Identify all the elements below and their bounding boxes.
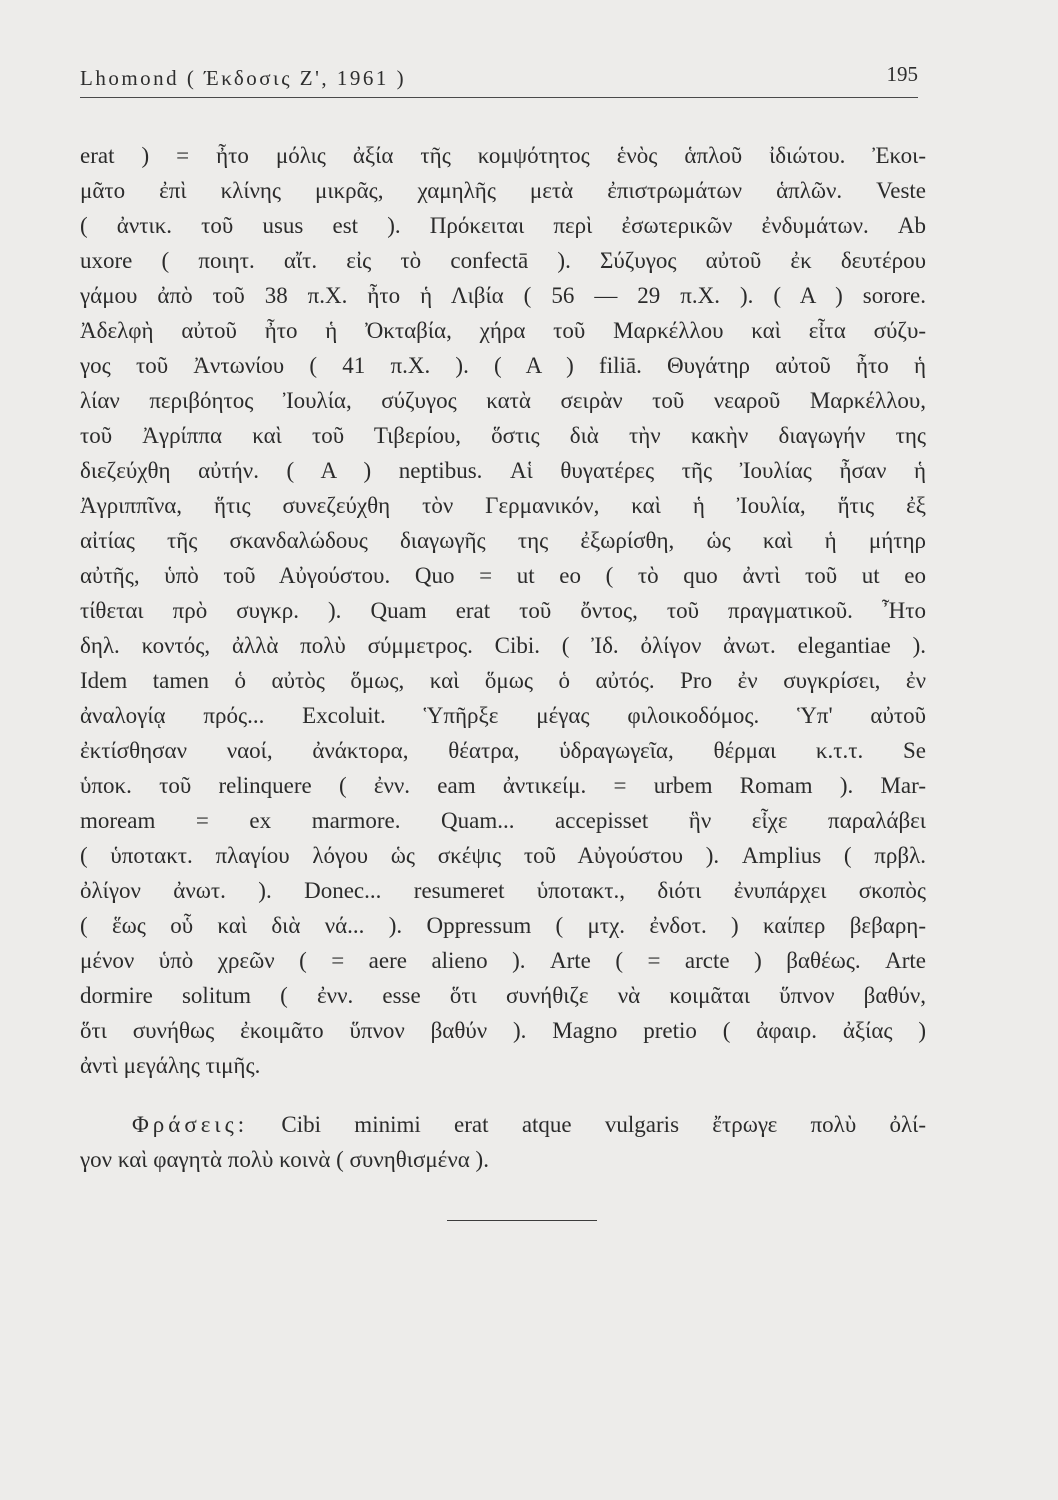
- phrases-line-2: γον καὶ φαγητὰ πολὺ κοινὰ ( συνηθισμένα ).: [80, 1147, 489, 1172]
- phrases-text: Cibi minimi erat atque vulgaris ἔτρωγε πολὺ ὀλί-: [281, 1112, 926, 1137]
- text-line: ἀναλογίᾳ πρός... Excoluit. Ὑπῆρξε μέγας φιλοικοδόμος. Ὑπ' αὐτοῦ: [80, 703, 926, 728]
- text-line: λίαν περιβόητος Ἰουλία, σύζυγος κατὰ σειρὰν τοῦ νεαροῦ Μαρκέλλου,: [80, 388, 926, 413]
- phrases-line-1: [80, 1107, 926, 1142]
- phrases-section: [80, 1107, 926, 1177]
- running-head-title: Lhomond ( Έκδοσις Ζ', 1961 ): [80, 66, 407, 90]
- text-line: erat ) = ἦτο μόλις ἀξία τῆς κομψότητος ἑνὸς ἁπλοῦ ἰδιώτου. Ἐκοι-: [80, 143, 926, 168]
- end-rule: [447, 1220, 597, 1221]
- page-number: 195: [886, 62, 918, 86]
- text-line: ( ἀντικ. τοῦ usus est ). Πρόκειται περὶ ἐσωτερικῶν ἐνδυμάτων. Ab: [80, 213, 926, 238]
- text-line: μένον ὑπὸ χρεῶν ( = aere alieno ). Arte ( = arcte ) βαθέως. Arte: [80, 948, 926, 973]
- text-line: αὐτῆς, ὑπὸ τοῦ Αὐγούστου. Quo = ut eo ( τὸ quo ἀντὶ τοῦ ut eo: [80, 563, 926, 588]
- text-line: moream = ex marmore. Quam... accepisset ἣν εἶχε παραλάβει: [80, 808, 926, 833]
- text-line: διεζεύχθη αὐτήν. ( Α ) neptibus. Αἱ θυγατέρες τῆς Ἰουλίας ἦσαν ἡ: [80, 458, 926, 483]
- text-line: ὑποκ. τοῦ relinquere ( ἐνν. eam ἀντικείμ. = urbem Romam ). Mar-: [80, 773, 926, 798]
- text-line: αἰτίας τῆς σκανδαλώδους διαγωγῆς της ἐξωρίσθη, ὡς καὶ ἡ μήτηρ: [80, 528, 926, 553]
- text-line: Idem tamen ὁ αὐτὸς ὅμως, καὶ ὅμως ὁ αὐτός. Pro ἐν συγκρίσει, ἐν: [80, 668, 926, 693]
- commentary-body: [80, 138, 926, 1083]
- running-head: [80, 62, 918, 96]
- text-line: Ἀγριππῖνα, ἥτις συνεζεύχθη τὸν Γερμανικόν, καὶ ἡ Ἰουλία, ἥτις ἐξ: [80, 493, 926, 518]
- header-rule: [80, 97, 918, 98]
- text-line: γος τοῦ Ἀντωνίου ( 41 π.Χ. ). ( Α ) filiā. Θυγάτηρ αὐτοῦ ἦτο ἡ: [80, 353, 926, 378]
- text-line: ὅτι συνήθως ἐκοιμᾶτο ὕπνον βαθύν ). Magno pretio ( ἀφαιρ. ἀξίας ): [80, 1018, 926, 1043]
- text-line: ( ἕως οὗ καὶ διὰ νά... ). Oppressum ( μτχ. ἐνδοτ. ) καίπερ βεβαρη-: [80, 913, 926, 938]
- text-line: ἀντὶ μεγάλης τιμῆς.: [80, 1053, 261, 1078]
- text-line: ἐκτίσθησαν ναοί, ἀνάκτορα, θέατρα, ὑδραγωγεῖα, θέρμαι κ.τ.τ. Se: [80, 738, 926, 763]
- text-line: γάμου ἀπὸ τοῦ 38 π.Χ. ἦτο ἡ Λιβία ( 56 — 29 π.Χ. ). ( Α ) sorore.: [80, 283, 926, 308]
- text-line: τίθεται πρὸ συγκρ. ). Quam erat τοῦ ὄντος, τοῦ πραγματικοῦ. Ἦτο: [80, 598, 926, 623]
- text-line: δηλ. κοντός, ἀλλὰ πολὺ σύμμετρος. Cibi. ( Ἰδ. ὀλίγον ἀνωτ. elegantiae ).: [80, 633, 926, 658]
- text-line: ὀλίγον ἀνωτ. ). Donec... resumeret ὑποτακτ., διότι ἐνυπάρχει σκοπὸς: [80, 878, 926, 903]
- text-line: uxore ( ποιητ. αἴτ. εἰς τὸ confectā ). Σύζυγος αὐτοῦ ἐκ δευτέρου: [80, 248, 926, 273]
- text-line: Ἀδελφὴ αὐτοῦ ἦτο ἡ Ὀκταβία, χήρα τοῦ Μαρκέλλου καὶ εἶτα σύζυ-: [80, 318, 926, 343]
- text-line: μᾶτο ἐπὶ κλίνης μικρᾶς, χαμηλῆς μετὰ ἐπιστρωμάτων ἁπλῶν. Veste: [80, 178, 926, 203]
- phrases-label: Φράσεις:: [132, 1112, 249, 1137]
- text-line: ( ὑποτακτ. πλαγίου λόγου ὡς σκέψις τοῦ Αὐγούστου ). Amplius ( πρβλ.: [80, 843, 926, 868]
- text-line: dormire solitum ( ἐνν. esse ὅτι συνήθιζε νὰ κοιμᾶται ὕπνον βαθύν,: [80, 983, 926, 1008]
- text-line: τοῦ Ἀγρίππα καὶ τοῦ Τιβερίου, ὅστις διὰ τὴν κακὴν διαγωγήν της: [80, 423, 926, 448]
